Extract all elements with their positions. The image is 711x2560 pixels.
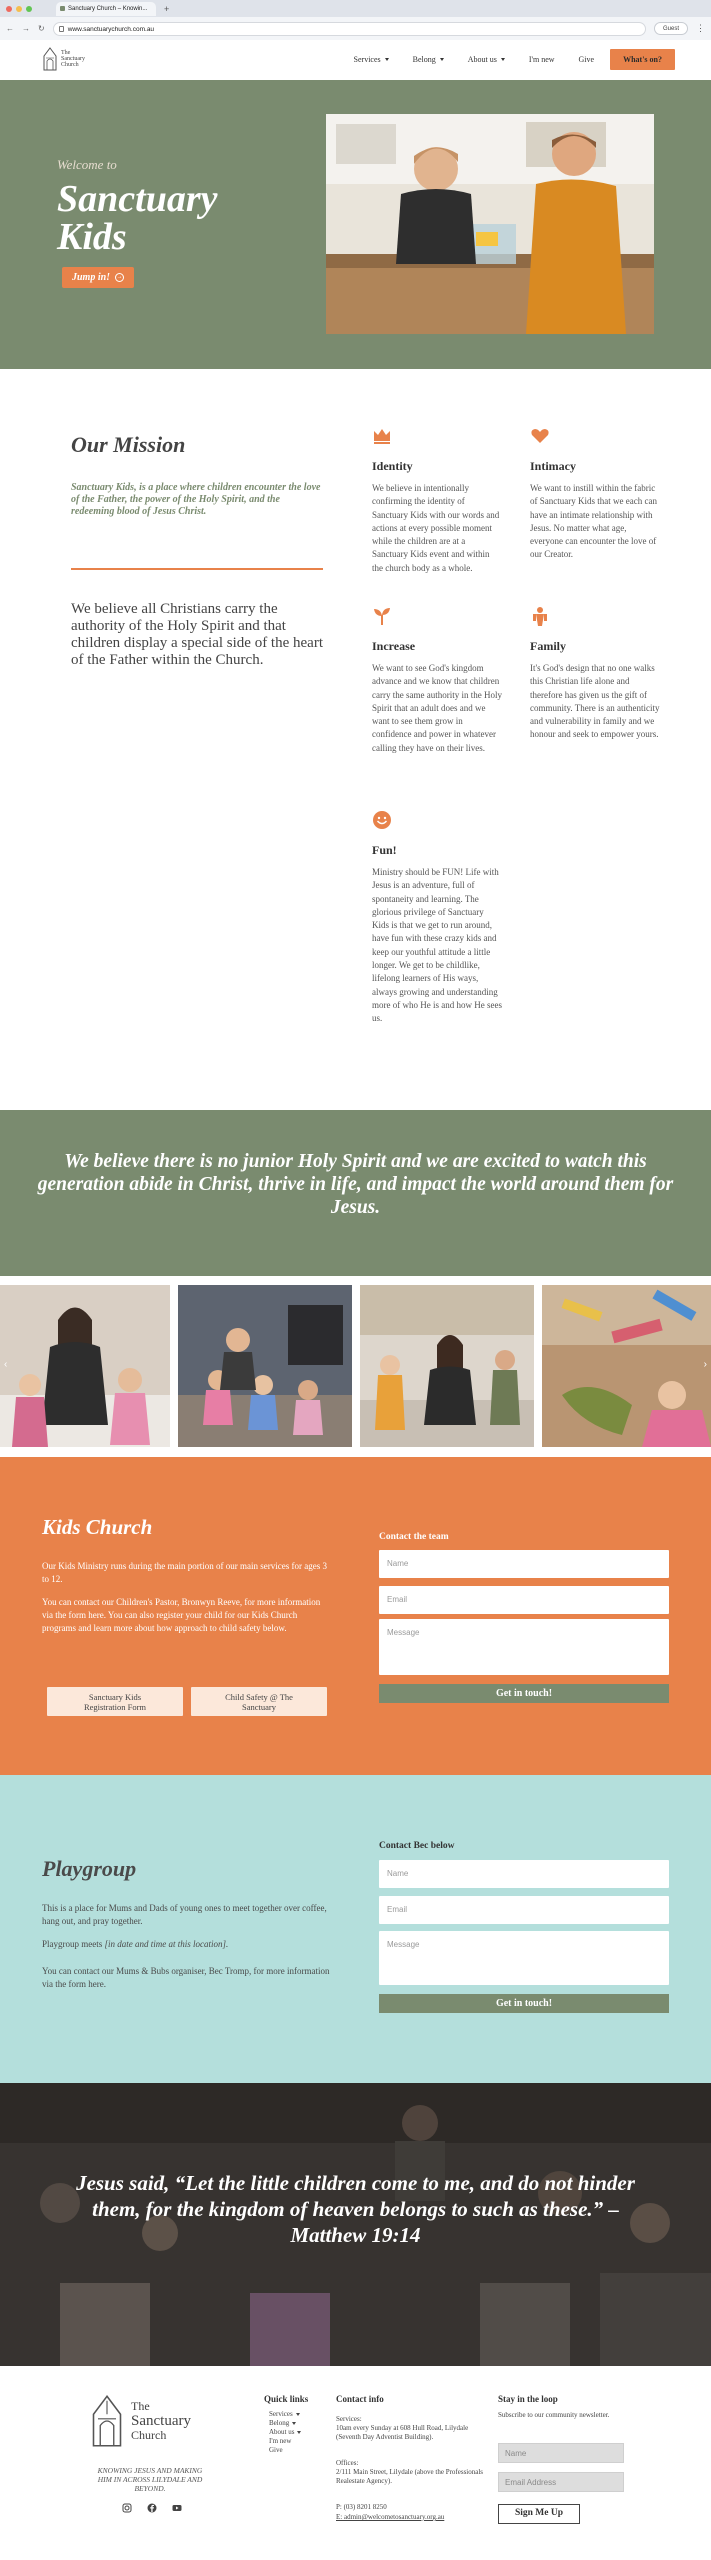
- lock-icon: [59, 26, 64, 32]
- offices-label: Offices:: [336, 2459, 359, 2467]
- value-text: We want to see God's kingdom advance and we know that children carry the same authority in the Holy Spirit that an adult does and we want to see them grow in confidence and power in whatever calling they have on their lives.: [372, 663, 502, 753]
- footer-logo-church: Church: [131, 2428, 167, 2442]
- site-logo[interactable]: [42, 47, 85, 71]
- site-footer: [0, 2366, 711, 2560]
- value-text: We want to instill within the fabric of Sanctuary Kids that we each can have an intimate relationship with Jesus. No matter what age, everyone can encounter the love of our Creator.: [530, 483, 657, 560]
- hero-photo: [326, 114, 654, 334]
- kids-email-field[interactable]: Email: [379, 1586, 669, 1614]
- maximize-window-icon[interactable]: [26, 6, 32, 12]
- mission-body: We believe all Christians carry the authority of the Holy Spirit and that children display a special side of the heart of the Father within the Church.: [71, 601, 323, 668]
- child-safety-label-2: Sanctuary: [242, 1702, 276, 1712]
- belief-banner-text: We believe there is no junior Holy Spirit and we are excited to watch this generation abide in Christ, thrive in life, and impact the world around them for Jesus.: [37, 1151, 674, 1218]
- browser-chrome: [0, 0, 711, 40]
- kids-church-title: Kids Church: [42, 1515, 153, 1539]
- value-text: It's God's design that no one walks this Christian life alone and therefore has given us the gift of community. There is an authenticity and vulnerability in family and we honour and seek to empower yours.: [530, 663, 660, 740]
- nav-im-new[interactable]: I'm new: [528, 55, 555, 64]
- jump-in-label: Jump in!: [72, 272, 111, 283]
- footer-link-about-label: About us: [269, 2428, 295, 2436]
- kids-submit-button[interactable]: Get in touch!: [379, 1684, 669, 1703]
- photo-gallery: [0, 1285, 711, 1447]
- newsletter-name-field[interactable]: Name: [498, 2443, 624, 2463]
- nav-give[interactable]: Give: [578, 55, 595, 64]
- address-row: [0, 17, 711, 40]
- more-menu-icon[interactable]: ⋮: [696, 23, 705, 33]
- church-logo-icon: [88, 2394, 126, 2448]
- reload-icon[interactable]: ↻: [38, 24, 45, 33]
- site-header: [0, 40, 711, 80]
- verse-text: Jesus said, “Let the little children come to me, and do not hinder them, for the kingdom of heaven belongs to such as these.” – Matthew 19:14: [76, 2171, 635, 2247]
- playgroup-title: Playgroup: [42, 1856, 137, 1881]
- favicon-icon: [60, 6, 65, 11]
- value-intimacy: [530, 426, 660, 562]
- church-logo-icon: [42, 47, 58, 71]
- gallery-prev-icon[interactable]: ‹: [4, 1359, 8, 1370]
- nav-belong[interactable]: [401, 55, 456, 64]
- tab-title: Sanctuary Church – Knowin...: [68, 5, 148, 12]
- person-icon: [530, 606, 550, 626]
- browser-tab[interactable]: [56, 2, 156, 16]
- playgroup-p2: [42, 1938, 332, 1951]
- hero-title-line1: Sanctuary: [57, 178, 218, 220]
- forward-icon[interactable]: →: [22, 24, 30, 33]
- chevron-down-icon: [297, 2431, 301, 2434]
- child-safety-button[interactable]: [191, 1687, 327, 1716]
- footer-logo-sanctuary: Sanctuary: [131, 2413, 191, 2429]
- registration-form-label-1: Sanctuary Kids: [88, 1692, 142, 1702]
- footer-link-services[interactable]: [269, 2410, 300, 2418]
- chevron-down-icon: [292, 2422, 296, 2425]
- kids-church-p1: Our Kids Ministry runs during the main portion of our main services for ages 3 to 12.: [42, 1561, 327, 1584]
- value-text: Ministry should be FUN! Life with Jesus is an adventure, full of spontaneity and learning. The glorious privilege of Sanctuary Kids is that we get to run around, have fun with these crazy kids and keep our youthful attitude a little longer. We get to be childlike, lifelong learners of His ways, always growing and understanding more of who He is and how He sees us.: [372, 867, 502, 1024]
- footer-link-about[interactable]: [269, 2428, 301, 2436]
- footer-tagline: KNOWING JESUS AND MAKING HIM IN ACROSS LILYDALE AND BEYOND.: [97, 2466, 203, 2493]
- heart-icon: [530, 426, 550, 446]
- playgroup-section: [0, 1775, 711, 2083]
- value-title: Intimacy: [530, 459, 576, 473]
- jump-in-button[interactable]: [62, 267, 134, 288]
- kids-church-p2: You can contact our Children's Pastor, Bronwyn Reeve, for more information via the form here. You can also register your child for our Kids Church programs and learn more about how approach to child safety below.: [42, 1597, 321, 1633]
- minimize-window-icon[interactable]: [16, 6, 22, 12]
- value-title: Fun!: [372, 843, 397, 857]
- back-icon[interactable]: ←: [6, 24, 14, 33]
- tab-bar: [0, 0, 711, 17]
- value-title: Family: [530, 639, 566, 653]
- footer-logo-the: The: [131, 2399, 150, 2413]
- nav-about-label: About us: [467, 55, 497, 64]
- email-link[interactable]: E: admin@welcometosanctuary.org.au: [336, 2513, 445, 2521]
- chevron-down-icon: [440, 58, 444, 61]
- footer-link-im-new[interactable]: I'm new: [269, 2437, 292, 2445]
- footer-link-belong-label: Belong: [269, 2419, 290, 2427]
- kids-message-field[interactable]: Message: [379, 1619, 669, 1675]
- belief-banner: [0, 1110, 711, 1276]
- kids-form-title: Contact the team: [379, 1532, 449, 1542]
- nav-services[interactable]: [342, 55, 401, 64]
- newsletter-email-field[interactable]: Email Address: [498, 2472, 624, 2492]
- sprout-icon: [372, 606, 392, 626]
- logo-text-church: Church: [61, 62, 79, 68]
- playgroup-message-field[interactable]: Message: [379, 1931, 669, 1985]
- nav-services-label: Services: [353, 55, 381, 64]
- quick-links-title: Quick links: [264, 2394, 309, 2404]
- value-identity: [372, 426, 502, 575]
- phone-number: P: (03) 8201 8250: [336, 2503, 387, 2511]
- contact-info-title: Contact info: [336, 2394, 384, 2404]
- chevron-down-icon: [385, 58, 389, 61]
- chevron-down-icon: [296, 2413, 300, 2416]
- mission-divider: [71, 568, 323, 570]
- nav-about-us[interactable]: [456, 55, 517, 64]
- main-nav: [342, 49, 675, 70]
- newsletter-text: Subscribe to our community newsletter.: [498, 2411, 610, 2419]
- hero-section: [0, 80, 711, 369]
- mission-title: Our Mission: [71, 432, 186, 457]
- facebook-icon[interactable]: [147, 2503, 157, 2513]
- gallery-photo-1: [0, 1285, 170, 1447]
- hero-title: [57, 180, 217, 256]
- value-title: Increase: [372, 639, 416, 653]
- gallery-next-icon[interactable]: ›: [703, 1359, 707, 1370]
- hero-title-line2: Kids: [57, 216, 127, 258]
- playgroup-name-field[interactable]: Name: [379, 1860, 669, 1888]
- youtube-icon[interactable]: [172, 2503, 182, 2513]
- gallery-photo-3: [360, 1285, 534, 1447]
- services-label: Services:: [336, 2415, 362, 2423]
- sign-me-up-button[interactable]: Sign Me Up: [498, 2504, 580, 2524]
- footer-link-give[interactable]: Give: [269, 2446, 283, 2454]
- footer-link-services-label: Services: [269, 2410, 293, 2418]
- services-address: 10am every Sunday at 608 Hull Road, Lilydale (Seventh Day Adventist Building).: [336, 2424, 469, 2441]
- new-tab-button[interactable]: +: [164, 3, 170, 14]
- value-title: Identity: [372, 459, 413, 473]
- kids-church-section: [0, 1457, 711, 1775]
- footer-logo[interactable]: [88, 2394, 191, 2448]
- logo-text-sanctuary: Sanctuary: [61, 56, 85, 62]
- url-text: www.sanctuarychurch.com.au: [67, 25, 155, 33]
- kids-name-field[interactable]: Name: [379, 1550, 669, 1578]
- crown-icon: [372, 426, 392, 446]
- value-fun: [372, 810, 502, 1026]
- playgroup-email-field[interactable]: Email: [379, 1896, 669, 1924]
- chevron-down-icon: [501, 58, 505, 61]
- whats-on-button[interactable]: What's on?: [610, 49, 675, 70]
- gallery-photo-4: [542, 1285, 711, 1447]
- playgroup-p2-prefix: Playgroup meets: [42, 1939, 105, 1949]
- smiley-icon: [372, 810, 392, 830]
- registration-form-label-2: Registration Form: [83, 1702, 147, 1712]
- value-text: We believe in intentionally confirming the identity of Sanctuary Kids with our words and actions at every possible moment while the children are at a Sanctuary Kids event and within the church body as a whole.: [372, 483, 500, 573]
- registration-form-button[interactable]: [47, 1687, 183, 1716]
- instagram-icon[interactable]: [122, 2503, 132, 2513]
- playgroup-submit-button[interactable]: Get in touch!: [379, 1994, 669, 2013]
- playgroup-p2-italic: [in date and time at this location].: [104, 1939, 229, 1949]
- mission-quote: Sanctuary Kids, is a place where children encounter the love of the Father, the power of the Holy Spirit, and the redeeming blood of Jesus Christ.: [71, 482, 321, 517]
- hero-welcome: Welcome to: [57, 157, 117, 172]
- value-increase: [372, 606, 502, 755]
- profile-button[interactable]: Guest: [654, 22, 688, 35]
- value-family: [530, 606, 660, 742]
- child-safety-label-1: Child Safety @ The: [225, 1692, 293, 1702]
- address-bar[interactable]: [53, 22, 646, 36]
- newsletter-title: Stay in the loop: [498, 2394, 558, 2404]
- playgroup-p3: You can contact our Mums & Bubs organiser, Bec Tromp, for more information via the form here.: [42, 1966, 330, 1989]
- playgroup-form-title: Contact Bec below: [379, 1841, 455, 1851]
- close-window-icon[interactable]: [6, 6, 12, 12]
- playgroup-p1: This is a place for Mums and Dads of young ones to meet together over coffee, hang out, and pray together.: [42, 1903, 327, 1926]
- logo-text-the: The: [61, 50, 71, 56]
- gallery-photo-2: [178, 1285, 352, 1447]
- nav-belong-label: Belong: [412, 55, 436, 64]
- arrow-circle-icon: →: [116, 274, 123, 280]
- footer-link-belong[interactable]: [269, 2419, 296, 2427]
- verse-section: [0, 2083, 711, 2366]
- offices-address: 2/111 Main Street, Lilydale (above the Professionals Realestate Agency).: [336, 2468, 484, 2485]
